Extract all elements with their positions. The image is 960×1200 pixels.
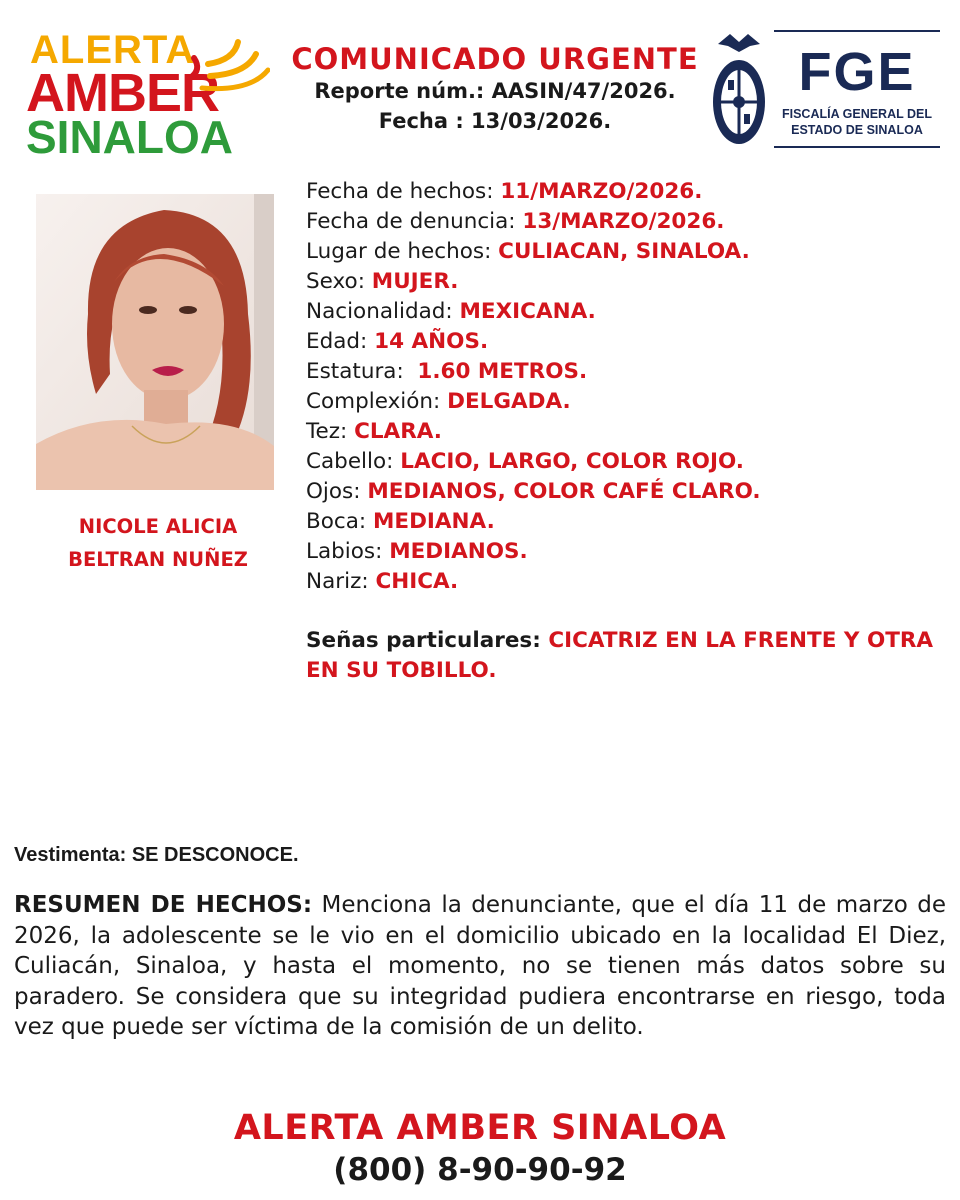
detail-value: CLARA. bbox=[354, 419, 442, 444]
detail-value: MEDIANA. bbox=[372, 509, 495, 534]
detail-value: CHICA. bbox=[375, 569, 459, 594]
clothing: Vestimenta: SE DESCONOCE. bbox=[14, 844, 299, 866]
footer-phone: (800) 8-90-90-92 bbox=[333, 1152, 627, 1188]
detail-label: Nacionalidad: bbox=[306, 299, 460, 324]
report-number: Reporte núm.: AASIN/47/2026. bbox=[314, 79, 676, 103]
page-title: COMUNICADO URGENTE bbox=[291, 42, 699, 76]
person-name-line1: NICOLE ALICIA bbox=[78, 515, 238, 538]
detail-row-cabello bbox=[306, 447, 946, 477]
detail-label: Fecha de hechos: bbox=[306, 179, 501, 204]
detail-label: Boca: bbox=[306, 509, 373, 534]
alerta-amber-logo bbox=[22, 28, 272, 163]
detail-label: Labios: bbox=[306, 539, 390, 564]
fge-subtitle-line2: ESTADO DE SINALOA bbox=[791, 123, 923, 137]
facts-summary bbox=[14, 890, 946, 1043]
distinguishing-marks-value: CICATRIZ EN LA FRENTE Y OTRA EN SU TOBILLO. bbox=[306, 628, 934, 683]
detail-value: 13/MARZO/2026. bbox=[522, 209, 725, 234]
fge-subtitle bbox=[774, 106, 940, 138]
detail-row-ojos bbox=[306, 477, 946, 507]
detail-row-complexion bbox=[306, 387, 946, 417]
fge-abbr: FGE bbox=[798, 42, 916, 102]
detail-label: Fecha de denuncia: bbox=[306, 209, 523, 234]
detail-value: DELGADA. bbox=[447, 389, 571, 414]
detail-label: Sexo: bbox=[306, 269, 372, 294]
header bbox=[280, 42, 710, 136]
detail-row-labios bbox=[306, 537, 946, 567]
detail-row-lugar bbox=[306, 237, 946, 267]
person-name bbox=[36, 510, 280, 576]
footer-title: ALERTA AMBER SINALOA bbox=[233, 1108, 727, 1148]
fge-logo bbox=[774, 30, 940, 148]
logo-line-sinaloa: SINALOA bbox=[26, 111, 233, 163]
detail-row-edad bbox=[306, 327, 946, 357]
fge-top-rule bbox=[774, 30, 940, 32]
logo-line-amber: AMBER bbox=[26, 63, 219, 123]
fge-subtitle-line1: FISCALÍA GENERAL DEL bbox=[781, 107, 932, 121]
detail-label: Lugar de hechos: bbox=[306, 239, 499, 264]
detail-label: Ojos: bbox=[306, 479, 368, 504]
detail-row-boca bbox=[306, 507, 946, 537]
detail-row-fecha-denuncia bbox=[306, 207, 946, 237]
person-name-line2: BELTRAN NUÑEZ bbox=[68, 548, 248, 571]
signal-waves-icon bbox=[180, 30, 270, 100]
facts-summary-text: Menciona la denunciante, que el día 11 de marzo de 2026, la adolescente se le vio en el domicilio ubicado en la localidad El Diez, Culiacán, Sinaloa, y hasta el momento, no se tienen más datos sobre su paradero. Se considera que su integridad pudiera encontrarse en riesgo, toda vez que puede ser víctima de la comisión de un delito. bbox=[14, 892, 947, 1040]
detail-row-fecha-hechos bbox=[306, 177, 946, 207]
detail-label: Nariz: bbox=[306, 569, 376, 594]
sinaloa-seal-icon bbox=[710, 30, 768, 154]
report-date: Fecha : 13/03/2026. bbox=[378, 109, 612, 133]
logo-line-alerta: ALERTA bbox=[30, 28, 196, 72]
detail-value: 14 AÑOS. bbox=[374, 329, 489, 354]
detail-label: Tez: bbox=[306, 419, 355, 444]
detail-row-sexo bbox=[306, 267, 946, 297]
detail-value: MEDIANOS. bbox=[389, 539, 528, 564]
detail-row-tez bbox=[306, 417, 946, 447]
detail-value: CULIACAN, SINALOA. bbox=[498, 239, 750, 264]
detail-label: Cabello: bbox=[306, 449, 401, 474]
fge-bottom-rule bbox=[774, 146, 940, 148]
detail-row-estatura bbox=[306, 357, 946, 387]
detail-label: Edad: bbox=[306, 329, 375, 354]
detail-label: Estatura: bbox=[306, 359, 418, 384]
detail-row-nariz bbox=[306, 567, 946, 597]
detail-value: MUJER. bbox=[371, 269, 459, 294]
detail-value: 1.60 METROS. bbox=[417, 359, 588, 384]
detail-value: 11/MARZO/2026. bbox=[500, 179, 703, 204]
distinguishing-marks bbox=[306, 626, 946, 686]
facts-summary-label: RESUMEN DE HECHOS: bbox=[14, 892, 313, 918]
detail-value: LACIO, LARGO, COLOR ROJO. bbox=[400, 449, 744, 474]
detail-label: Complexión: bbox=[306, 389, 448, 414]
detail-row-nacionalidad bbox=[306, 297, 946, 327]
person-details bbox=[306, 177, 946, 597]
person-photo bbox=[36, 194, 274, 490]
detail-value: MEXICANA. bbox=[459, 299, 596, 324]
distinguishing-marks-label: Señas particulares: bbox=[306, 628, 549, 653]
detail-value: MEDIANOS, COLOR CAFÉ CLARO. bbox=[367, 479, 761, 504]
